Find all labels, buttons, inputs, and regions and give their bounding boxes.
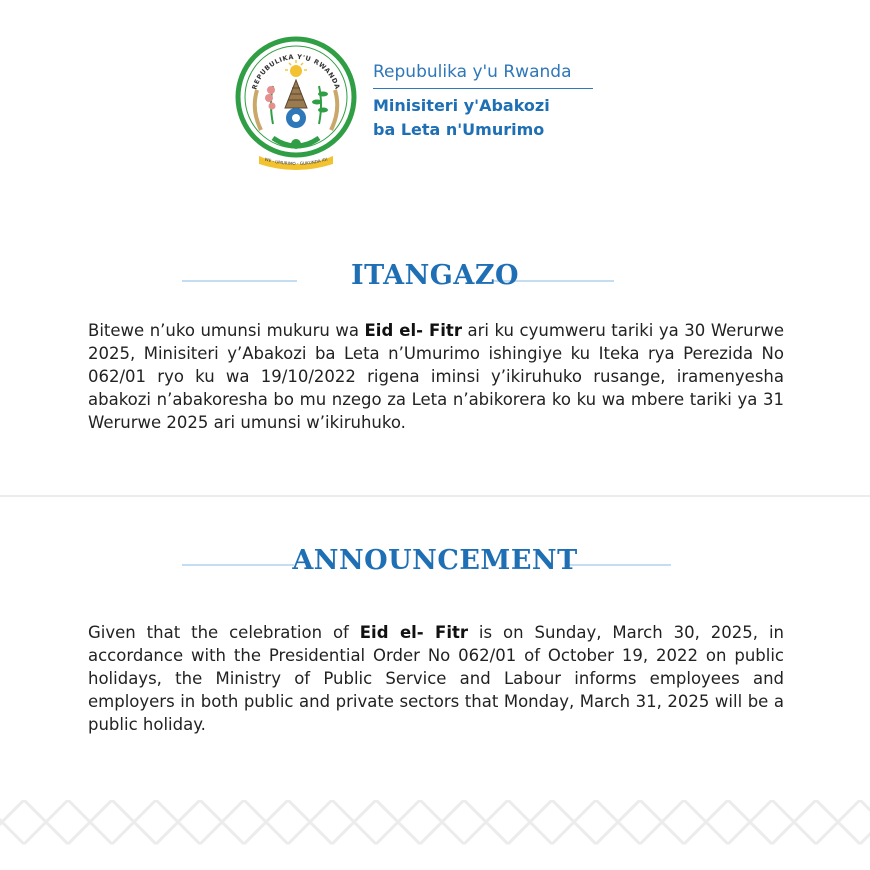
letterhead — [233, 34, 613, 174]
svg-text:UBUMWE - UMURIMO - GUKUNDA IGI: WE - UMURIMO - GUKUNDA IGI — [264, 156, 329, 167]
section-title-announcement: ANNOUNCEMENT — [292, 545, 578, 576]
english-text-end: is on Sunday, March 30, 2025, in accordance with the Presidential Order No 062/01 of October 19, 2022 on public holidays, the Ministry of Public Service and Labour informs employees and employers in both public and private sectors that Monday, March 31, 2025 will be a public holiday. — [88, 623, 784, 734]
footer-pattern — [0, 800, 870, 845]
kinyarwanda-text-end: ari ku cyumweru tariki ya 30 Werurwe 2025, Minisiteri y’Abakozi ba Leta n’Umurimo ishingiye ku Iteka rya Perezida No 062/01 ryo ku wa 19/10/2022 rigena iminsi y’ikiruhuko rusange, iramenyesha abakozi n’abakoresha bo mu nzego za Leta n’abikorera ko ku wa mbere tariki ya 31 Werurwe 2025 ari umunsi w’ikiruhuko. — [88, 321, 784, 432]
ministry-line-1: Minisiteri y'Abakozi — [373, 96, 550, 115]
kinyarwanda-text-start: Bitewe n’uko umunsi mukuru wa — [88, 321, 365, 340]
english-text-start: Given that the celebration of — [88, 623, 360, 642]
section-kinyarwanda-title-row — [0, 260, 870, 291]
ministry-name — [373, 60, 593, 142]
section-title-itangazo: ITANGAZO — [350, 260, 520, 291]
ministry-line-2: ba Leta n'Umurimo — [373, 120, 545, 139]
rwanda-coat-of-arms-icon — [233, 34, 359, 172]
section-english-title-row — [0, 545, 870, 576]
kinyarwanda-eid-bold: Eid el- Fitr — [364, 321, 462, 340]
republic-name: Repubulika y'u Rwanda — [373, 60, 593, 89]
english-paragraph — [88, 621, 784, 736]
kinyarwanda-paragraph — [88, 319, 784, 434]
section-divider — [0, 495, 870, 497]
svg-text:REPUBULIKA Y'U RWANDA: REPUBULIKA Y'U RWANDA — [250, 52, 342, 91]
english-eid-bold: Eid el- Fitr — [359, 623, 469, 642]
